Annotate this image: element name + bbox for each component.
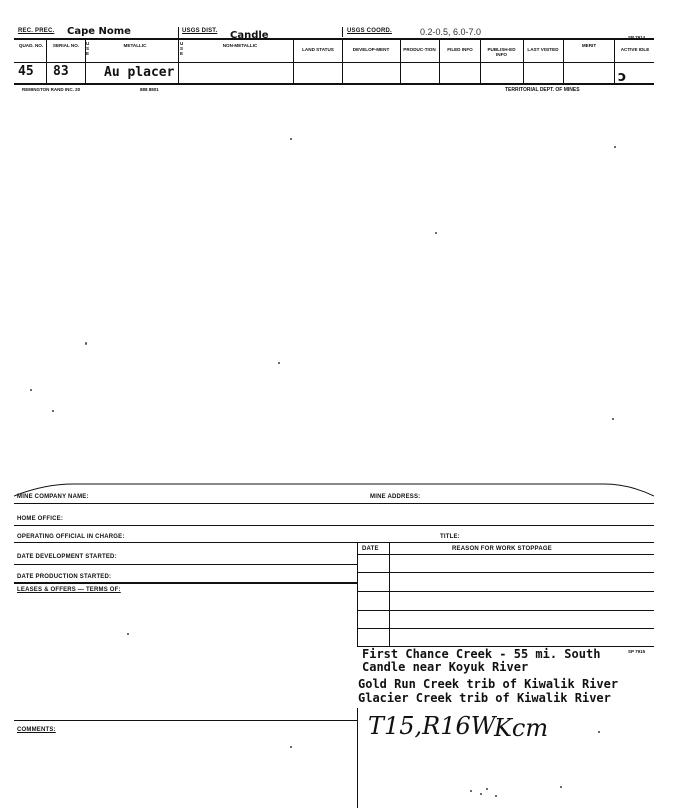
operating-official-label: OPERATING OFFICIAL IN CHARGE: — [17, 534, 125, 540]
metallic-value: Au placer — [104, 65, 175, 80]
date-development-label: DATE DEVELOPMENT STARTED: — [17, 554, 117, 560]
date-header: DATE — [362, 546, 379, 552]
rec-prec-label: REC. PREC. — [18, 28, 55, 34]
title-label: TITLE: — [440, 534, 460, 540]
usgs-coord-value: 0.2-0.5, 6.0-7.0 — [420, 27, 482, 37]
col-production: PRODUC-TION — [403, 47, 436, 52]
printer-codes: 888 8801 — [140, 87, 159, 92]
note-line-3: Gold Run Creek trib of Kiwalik River — [358, 677, 619, 691]
handwritten-township: T15,R16W — [368, 712, 496, 740]
col-use-right: U S E — [180, 41, 184, 57]
quad-no-value: 45 — [18, 64, 34, 79]
col-quad-no: QUAD. NO. — [18, 43, 44, 48]
handwritten-initials: Kcm — [494, 714, 549, 742]
note-line-1: First Chance Creek - 55 mi. South — [362, 647, 601, 661]
col-metallic: METALLIC — [123, 43, 147, 48]
comments-label: COMMENTS: — [17, 727, 56, 733]
usgs-dist-value: Candle — [230, 30, 269, 41]
card-edge — [14, 478, 654, 498]
usgs-dist-label: USGS DIST. — [182, 28, 218, 34]
col-active-idle: ACTIVE IDLE — [620, 47, 650, 52]
rec-prec-value: Cape Nome — [67, 26, 131, 37]
note-line-2: Candle near Koyuk River — [362, 660, 529, 674]
home-office-label: HOME OFFICE: — [17, 516, 64, 522]
col-non-metallic: NON-METALLIC — [222, 43, 258, 48]
usgs-coord-label: USGS COORD. — [347, 28, 392, 34]
col-published-info: PUBLISH-ED INFO — [487, 47, 516, 58]
mine-company-name-label: MINE COMPANY NAME: — [17, 494, 89, 500]
col-last-visited: LAST VISITED — [527, 47, 559, 52]
date-production-label: DATE PRODUCTION STARTED: — [17, 574, 112, 580]
bottom-form-number: SP 7915 — [628, 649, 646, 654]
col-filed-info: FILED INFO — [447, 47, 473, 52]
serial-no-value: 83 — [53, 64, 69, 79]
col-development: DEVELOP-MENT — [352, 47, 390, 52]
leases-label: LEASES & OFFERS — TERMS OF: — [17, 587, 121, 593]
col-land-status: LAND STATUS — [302, 47, 334, 52]
department-label: TERRITORIAL DEPT. OF MINES — [505, 87, 580, 93]
mine-address-label: MINE ADDRESS: — [370, 494, 421, 500]
col-merit: MERIT — [581, 43, 597, 48]
col-use-left: U S E — [86, 41, 90, 57]
printer-label: REMINGTON RAND INC. 20 — [22, 87, 81, 92]
form-number: SP 7914 — [628, 35, 646, 40]
reason-header: REASON FOR WORK STOPPAGE — [452, 546, 552, 552]
active-idle-value: ɔ — [618, 69, 627, 85]
col-serial-no: SERIAL NO. — [52, 43, 80, 48]
note-line-4: Glacier Creek trib of Kiwalik River — [358, 691, 611, 705]
